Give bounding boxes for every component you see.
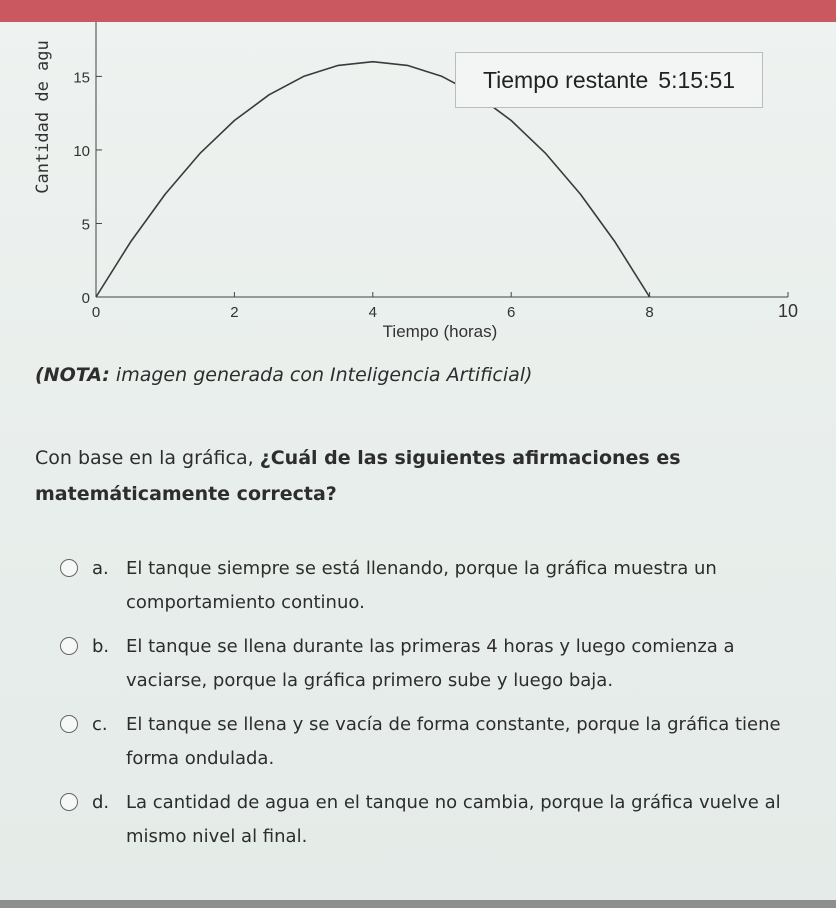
option-a[interactable] <box>60 552 800 620</box>
x-ticks <box>92 292 798 321</box>
answer-options <box>60 552 800 864</box>
top-banner <box>0 0 836 22</box>
time-remaining-box <box>455 52 763 108</box>
radio-button[interactable] <box>60 559 78 577</box>
question-text <box>35 440 795 512</box>
option-letter: d. <box>92 792 110 813</box>
x-tick-label: 4 <box>368 304 377 321</box>
y-ticks <box>73 69 102 307</box>
option-d[interactable] <box>60 786 800 854</box>
radio-button[interactable] <box>60 793 78 811</box>
x-axis-label: Tiempo (horas) <box>382 322 498 341</box>
option-text: El tanque se llena y se vacía de forma constante, porque la gráfica tiene forma ondulada. <box>126 714 781 769</box>
bottom-bar <box>0 900 836 908</box>
option-letter: c. <box>92 714 108 735</box>
ai-note <box>35 364 532 386</box>
x-tick-label: 6 <box>507 304 516 321</box>
y-tick-label: 5 <box>81 216 90 234</box>
y-tick-label: 0 <box>81 290 90 307</box>
radio-button[interactable] <box>60 637 78 655</box>
note-bold: (NOTA: <box>35 364 110 386</box>
option-b[interactable] <box>60 630 800 698</box>
timer-value: 5:15:51 <box>658 66 736 93</box>
option-c[interactable] <box>60 708 800 776</box>
question-intro: Con base en la gráfica, <box>35 447 260 469</box>
x-tick-label: 8 <box>645 304 654 321</box>
x-tick-label: 0 <box>91 304 101 321</box>
option-text: La cantidad de agua en el tanque no cambia, porque la gráfica vuelve al mismo nivel al final. <box>126 792 781 847</box>
question-bold: ¿Cuál de las siguientes afirmaciones es matemáticamente correcta? <box>35 447 681 505</box>
x-tick-label: 2 <box>230 304 239 321</box>
y-axis-label: Cantidad de agu <box>33 40 53 194</box>
option-letter: a. <box>92 558 109 579</box>
radio-button[interactable] <box>60 715 78 733</box>
option-letter: b. <box>92 636 110 657</box>
x-tick-label: 10 <box>777 301 799 321</box>
y-tick-label: 10 <box>73 142 90 160</box>
timer-label: Tiempo restante <box>482 66 649 93</box>
note-text: imagen generada con Inteligencia Artificial) <box>109 364 533 386</box>
water-tank-chart <box>0 22 836 352</box>
option-text: El tanque se llena durante las primeras 4 horas y luego comienza a vaciarse, porque la gráfica primero sube y luego baja. <box>126 636 735 691</box>
y-tick-label: 15 <box>73 69 90 87</box>
option-text: El tanque siempre se está llenando, porque la gráfica muestra un comportamiento continuo. <box>126 558 717 613</box>
